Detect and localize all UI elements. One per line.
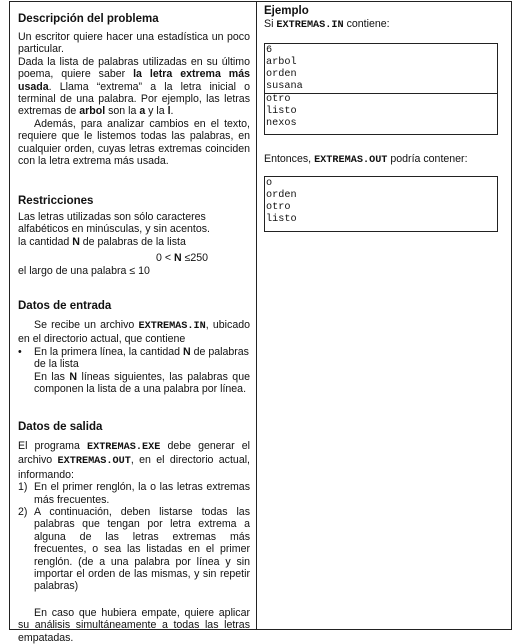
restrictions-heading: Restricciones [18,195,94,207]
output-section [18,420,250,644]
example-input-box [264,43,498,135]
output-paragraph-1: El programa EXTREMAS.EXE debe generar el archivo EXTREMAS.OUT, en el directorio actual, informando: [18,440,251,481]
example-output-line: o [266,178,273,189]
example-output-line: listo [266,214,297,225]
example-input-line: otro [265,93,497,106]
output-paragraph-2: En caso que hubiera empate, quiere aplicar su análisis simultáneamente a todas las letras empatadas. [18,606,250,644]
example-input-line: 6 [266,45,273,56]
problem-heading: Descripción del problema [18,13,159,25]
example-output-line: otro [266,202,291,213]
example-input-line: nexos [266,118,297,129]
input-paragraph-2: En las N líneas siguientes, las palabras que componen la lista de a una palabra por línea. [34,370,250,396]
column-divider [256,1,257,630]
example-input-line: listo [266,106,297,117]
right-column [264,4,504,225]
restrictions-paragraph-2: la cantidad N de palabras de la lista [18,235,186,248]
example-input-line: orden [266,69,297,80]
input-bullet-item: • En la primera línea, la cantidad N de palabras de la lista [18,345,249,371]
problem-paragraph-3: Además, para analizar cambios en el texto, requiere que le listemos todas las palabras, en cualquier orden, cuyas letras extremas coinciden con la letra extrema más usada. [18,117,250,168]
input-section [18,299,250,395]
example-intro: Si EXTREMAS.IN contiene: [264,18,390,31]
input-heading: Datos de entrada [18,300,112,312]
example-input-line: arbol [266,57,297,68]
output-heading: Datos de salida [18,421,103,433]
example-heading: Ejemplo [264,5,309,17]
input-paragraph-1: Se recibe un archivo EXTREMAS.IN, ubicado en el directorio actual, que contiene [18,319,250,346]
example-input-line: susana [266,81,303,92]
example-output-line: orden [266,190,297,201]
example-output-box [264,176,498,232]
bullet-mark: • [18,345,22,358]
output-item-1: 1) En el primer renglón, la o las letras extremas más frecuentes. [18,481,250,506]
output-item-2: 2) A continuación, deben listarse todas las palabras que tengan por letra extrema a alguna de las letras extremas más frecuentes, o sea las listadas en el primer renglón. (de a una palabra por línea y sin importar el orden de las mismas, y sin repetir palabras) [18,506,250,593]
problem-paragraph-2: Dada la lista de palabras utilizadas en su último poema, quiere saber la letra extrema más usada. Llama “extrema” a la letra inicial o terminal de una palabra. Por ejemplo, las letras extremas de arbol son la a y la l. [18,55,250,118]
example-then: Entonces, EXTREMAS.OUT podría contener: [264,153,468,166]
restrictions-paragraph-1: Las letras utilizadas son sólo caracteres alfabéticos en minúsculas, y sin acentos. [18,211,210,236]
restrictions-formula: 0 < N ≤250 [156,252,209,265]
problem-section [18,12,250,167]
problem-paragraph-1: Un escritor quiere hacer una estadística un poco particular. [18,31,250,56]
restrictions-section [18,194,250,277]
restrictions-paragraph-3: el largo de una palabra ≤ 10 [18,264,150,277]
